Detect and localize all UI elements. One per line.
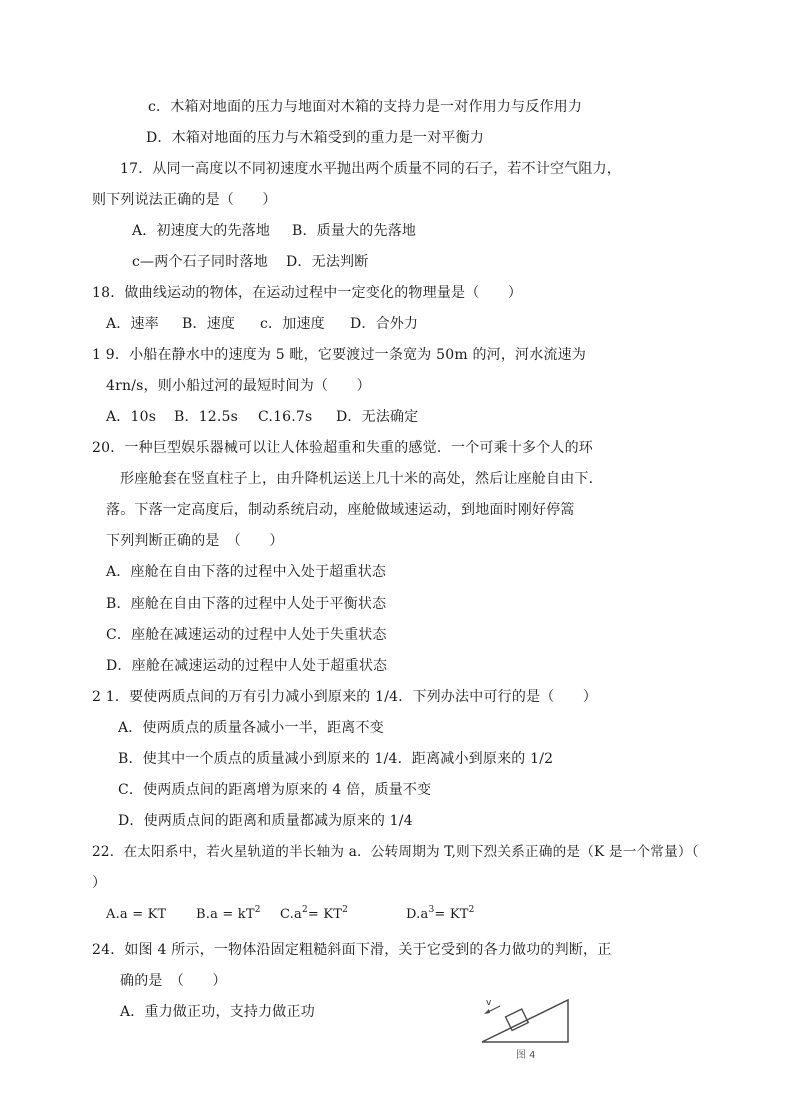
q18-stem: 18．做曲线运动的物体，在运动过程中一定变化的物理量是（ ） xyxy=(92,285,523,301)
q20-option-b: B．座舱在自由下落的过程中人处于平衡状态 xyxy=(106,596,387,612)
q19-options xyxy=(106,408,418,426)
q21-option-a: A．使两质点的质量各减小一半，距离不变 xyxy=(118,720,384,736)
incline-figure xyxy=(476,972,578,1060)
q22-option-c: $C.a^2= KT^2$ xyxy=(280,905,349,922)
q20-stem-line2: 形座舱套在竖直柱子上，由升降机运送上几十米的高处，然后让座舱自由下． xyxy=(120,471,603,487)
q18-option-a: A．速率 xyxy=(106,316,159,332)
q19-stem-line2: 4rn/s，则小船过河的最短时间为（ ） xyxy=(106,378,371,394)
q22-stem-line1: 22．在太阳系中，若火星轨道的半长轴为 a．公转周期为 T,则下烈关系正确的是（K 是一个常量）（ xyxy=(92,844,699,860)
q17-options-cd xyxy=(132,253,368,271)
q17-options-ab xyxy=(132,222,416,240)
q21-option-b: B．使其中一个质点的质量减小到原来的 1/4．距离减小到原来的 1/2 xyxy=(118,751,554,767)
q24-option-a: A．重力做正功，支持力做正功 xyxy=(120,1004,315,1020)
incline-slope xyxy=(482,1000,568,1042)
figure-caption: 图 4 xyxy=(516,1050,536,1060)
q22-option-d: $D.a^3= KT^2$ xyxy=(406,905,475,922)
q18-options xyxy=(106,315,418,333)
q24-stem-line2: 确的是 （ ） xyxy=(120,973,227,989)
sliding-block xyxy=(506,1009,529,1030)
q19-option-b: B．12.5s xyxy=(174,409,239,425)
q19-option-d: D．无法确定 xyxy=(336,409,419,425)
q20-stem-line4: 下列判断正确的是 （ ） xyxy=(106,533,284,549)
q22-options xyxy=(106,906,475,924)
q16-option-d: D．木箱对地面的压力与木箱受到的重力是一对平衡力 xyxy=(146,130,485,146)
q20-stem-line1: 20．一种巨型娱乐器械可以让人体验超重和失重的感觉．一个可乘十多个人的环 xyxy=(92,440,594,456)
q19-option-a: A．10s xyxy=(106,409,157,425)
q17-option-a: A．初速度大的先落地 xyxy=(132,223,271,239)
q20-option-c: C．座舱在减速运动的过程中人处于失重状态 xyxy=(106,627,387,643)
q20-option-a: A．座舱在自由下落的过程中入处于超重状态 xyxy=(106,564,387,580)
velocity-label: v xyxy=(486,998,492,1008)
q19-stem-line1: 1 9．小船在静水中的速度为 5 毗，它要渡过一条宽为 50m 的河，河水流速为 xyxy=(92,347,587,363)
q21-option-c: C．使两质点间的距离增为原来的 4 倍，质量不变 xyxy=(118,782,432,798)
q20-option-d: D．座舱在减速运动的过程中人处于超重状态 xyxy=(106,658,388,674)
q22-option-b: $B.a = kT^2$ xyxy=(196,905,261,922)
q16-option-c: c．木箱对地面的压力与地面对木箱的支持力是一对作用力与反作用力 xyxy=(148,99,583,115)
q18-option-d: D．合外力 xyxy=(350,316,419,332)
q18-option-c: c．加速度 xyxy=(260,316,325,332)
q17-option-c: c—两个石子同时落地 xyxy=(132,254,268,270)
q17-stem-line1: 17．从同一高度以不同初速度水平抛出两个质量不同的石子，若不计空气阻力， xyxy=(120,161,622,177)
q24-stem-line1: 24．如图 4 所示，一物体沿固定粗糙斜面下滑，关于它受到的各力做功的判断，正 xyxy=(92,942,612,958)
q17-stem-line2: 则下列说法正确的是（ ） xyxy=(92,192,277,208)
q20-stem-line3: 落。下落一定高度后，制动系统启动，座舱做域速运动，到地面时刚好停篙 xyxy=(106,502,575,518)
velocity-arrowhead xyxy=(484,1009,490,1014)
q22-option-a: A.a = KT xyxy=(106,907,167,922)
incline-diagram xyxy=(476,972,578,1060)
q18-option-b: B．速度 xyxy=(182,316,236,332)
q22-stem-line2: ） xyxy=(92,875,107,891)
q17-option-d: D．无法判断 xyxy=(286,254,369,270)
q19-option-c: C.16.7s xyxy=(258,409,313,425)
q17-option-b: B．质量大的先落地 xyxy=(292,223,417,239)
q21-stem: 2 1．要使两质点间的万有引力减小到原来的 1/4．下列办法中可行的是（ ） xyxy=(92,689,598,705)
q21-option-d: D．使两质点间的距离和质量都减为原来的 1/4 xyxy=(118,813,413,829)
